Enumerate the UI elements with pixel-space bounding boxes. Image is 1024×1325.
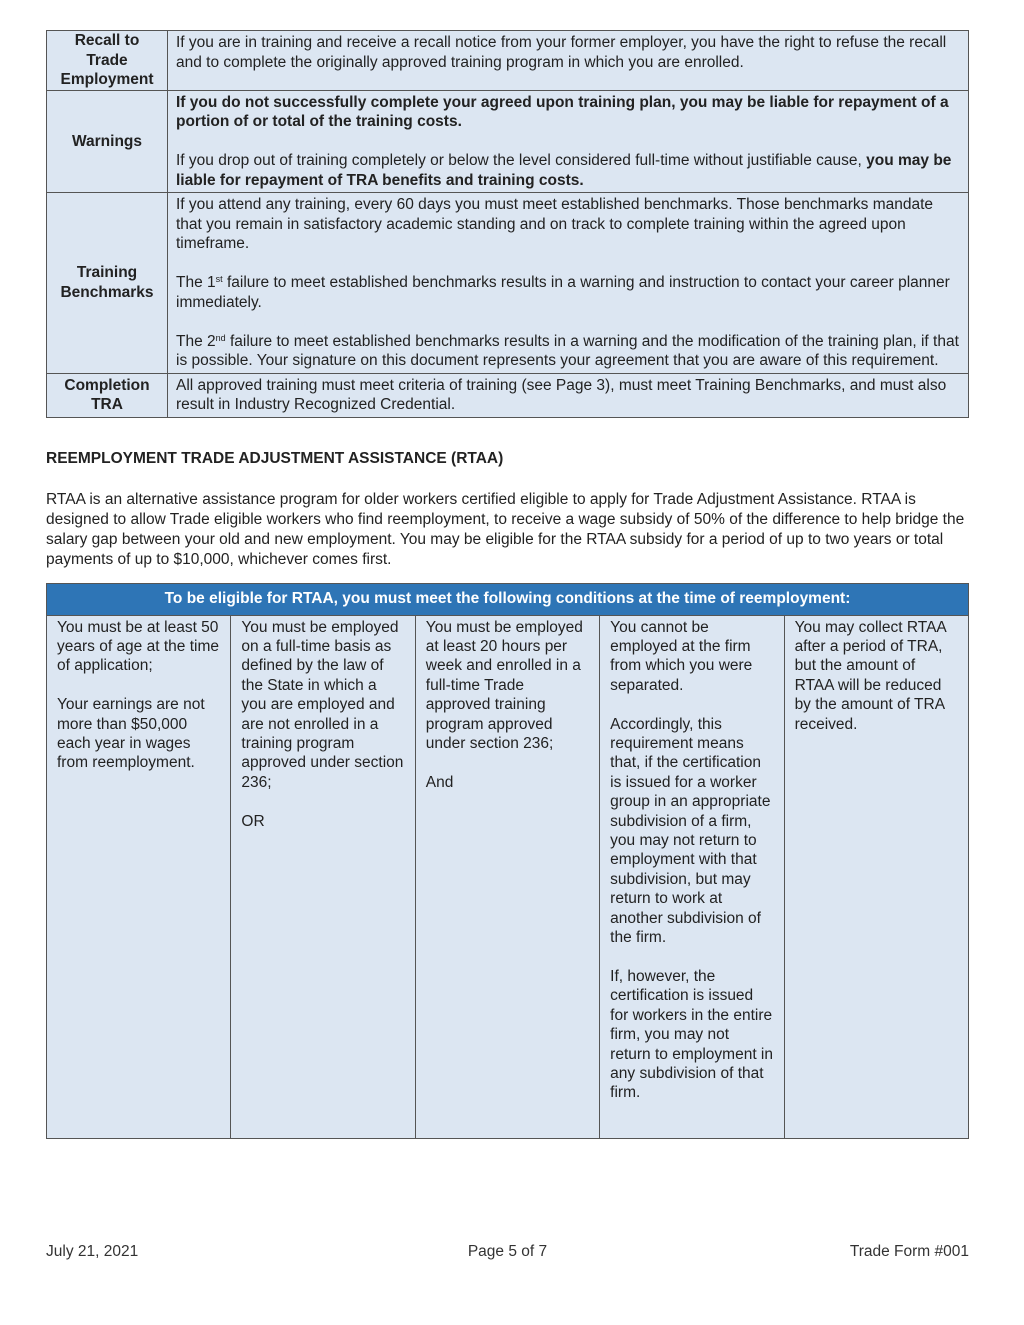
row-label-warnings: Warnings — [47, 90, 168, 193]
section-body: RTAA is an alternative assistance program for older workers certified eligible to apply for Trade Adjustment Assistance. RTAA is designed to allow Trade eligible workers who find reemployment, to receive a wage subsidy of 50% of the difference to help bridge the salary gap between your old and new employment. You may be eligible for the RTAA subsidy for a period of up to two years or total payments of up to $10,000, whichever comes first. — [46, 490, 965, 568]
training-conditions-table — [46, 30, 969, 418]
table-row — [47, 31, 969, 91]
footer-page-number: Page 5 of 7 — [467, 1243, 548, 1260]
section-title: REEMPLOYMENT TRADE ADJUSTMENT ASSISTANCE (RTAA) — [46, 449, 504, 467]
condition-part-time: You must be employed at least 20 hours per week and enrolled in a full-time Trade approved training program approved under section 236; And — [415, 615, 599, 1138]
condition-tra: You may collect RTAA after a period of TRA, but the amount of RTAA will be reduced by the amount of TRA received. — [784, 615, 968, 1138]
rtaa-conditions-table — [46, 583, 969, 1139]
completion-text: All approved training must meet criteria of training (see Page 3), must meet Training Benchmarks, and must also result in Industry Recognized Credential. — [168, 373, 969, 417]
table-row — [47, 615, 969, 1138]
table-row — [47, 373, 969, 417]
footer-form-number: Trade Form #001 — [849, 1243, 969, 1260]
condition-age-earnings: You must be at least 50 years of age at the time of application; Your earnings are not more than $50,000 each year in wages from reemployment. — [47, 615, 231, 1138]
recall-text: If you are in training and receive a recall notice from your former employer, you have the right to refuse the recall and to complete the originally approved training program in which you are enrolled. — [168, 31, 969, 91]
benchmarks-text: If you attend any training, every 60 days you must meet established benchmarks. Those benchmarks mandate that you remain in satisfactory academic standing and on track to complete training within the agreed upon timeframe. The 1st failure to meet established benchmarks results in a warning and instruction to contact your career planner immediately. The 2nd failure to meet established benchmarks results in a warning and the modification of the training plan, if that is possible. Your signature on this document represents your agreement that you are aware of this requirement. — [168, 193, 969, 374]
footer-date: July 21, 2021 — [46, 1243, 139, 1260]
warnings-text: If you do not successfully complete your agreed upon training plan, you may be liable for repayment of a portion of or total of the training costs. If you drop out of training completely or below the level considered full-time without justifiable cause, you may be liable for repayment of TRA benefits and training costs. — [168, 90, 969, 193]
condition-full-time: You must be employed on a full-time basis as defined by the law of the State in which a you are employed and are not enrolled in a training program approved under section 236; OR — [231, 615, 415, 1138]
table-row — [47, 90, 969, 193]
page-content — [46, 30, 969, 1139]
table-row — [47, 193, 969, 374]
row-label-recall: Recall to Trade Employment — [47, 31, 168, 91]
row-label-benchmarks: Training Benchmarks — [47, 193, 168, 374]
row-label-completion: Completion TRA — [47, 373, 168, 417]
rtaa-table-header: To be eligible for RTAA, you must meet the following conditions at the time of reemployment: — [47, 583, 969, 615]
condition-firm: You cannot be employed at the firm from which you were separated. Accordingly, this requirement means that, if the certification is issued for a worker group in an appropriate subdivision of a firm, you may not return to employment with that subdivision, but may return to work at another subdivision of the firm. If, however, the certification is issued for workers in the entire firm, you may not return to employment in any subdivision of that firm. — [600, 615, 784, 1138]
